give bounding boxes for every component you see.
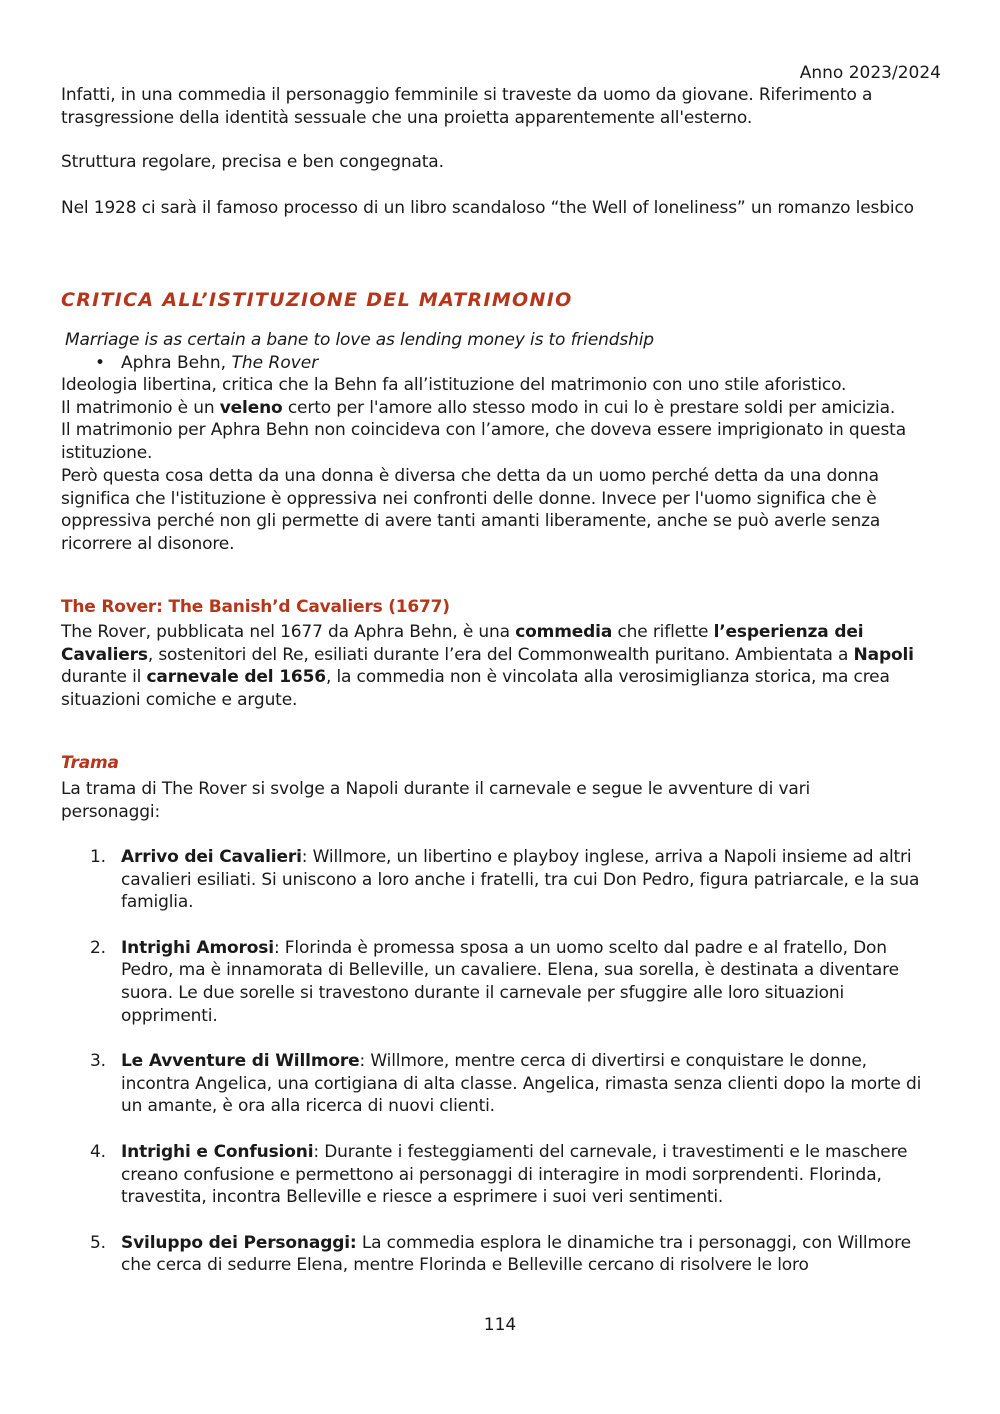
bullet-work: The Rover (231, 353, 319, 373)
trama-item-heading: Intrighi e Confusioni (121, 1141, 314, 1162)
critica-line-2-c: certo per l'amore allo stesso modo in cui lo è prestare soldi per amicizia. (282, 398, 896, 418)
trama-item-text: : Durante i festeggiamenti del carnevale, i travestimenti e le maschere creano confusione e permettono ai personaggi di interagire in modi sorprendenti. Florinda, travestita, incontra Belleville e riesce a esprimere i suoi veri sentimenti. (121, 1141, 908, 1208)
trama-item-heading: Intrighi Amorosi (121, 937, 274, 958)
section-title-critica: CRITICA ALL’ISTITUZIONE DEL MATRIMONIO (61, 289, 573, 311)
page-number: 114 (483, 1315, 517, 1335)
trama-list (61, 846, 941, 1277)
trama-item-4 (61, 1141, 941, 1209)
rover-text-1: The Rover, pubblicata nel 1677 da Aphra Behn, è una (61, 622, 516, 642)
critica-line-2-a: Il matrimonio è un (61, 398, 220, 418)
quote-marriage: Marriage is as certain a bane to love as lending money is to friendship (65, 330, 654, 350)
trama-item-2 (61, 937, 941, 1027)
section-title-trama: Trama (61, 753, 119, 773)
bullet-author: Aphra Behn, (121, 353, 232, 373)
trama-item-heading: Le Avventure di Willmore (121, 1051, 360, 1072)
trama-item-heading: Sviluppo dei Personaggi: (121, 1232, 357, 1253)
trama-item-text: : Willmore, un libertino e playboy inglese, arriva a Napoli insieme ad altri cavalieri esiliati. Si uniscono a loro anche i fratelli, tra cui Don Pedro, figura patriarcale, e la sua famiglia. (121, 847, 920, 913)
intro-paragraph-3: Nel 1928 ci sarà il famoso processo di un libro scandaloso “the Well of loneliness” un romanzo lesbico (61, 198, 914, 218)
trama-item-1 (61, 846, 941, 914)
rover-text-2: che riflette (612, 622, 714, 642)
bullet-aphra-behn (61, 352, 941, 375)
rover-paragraph (61, 621, 941, 711)
rover-text-3: , sostenitori del Re, esiliati durante l’era del Commonwealth puritano. Ambientata a (147, 644, 854, 665)
critica-line-2-bold: veleno (219, 398, 283, 418)
trama-item-text: La commedia esplora le dinamiche tra i personaggi, con Willmore che cerca di sedurre Elena, mentre Florinda e Belleville cercano di risolvere le loro (121, 1232, 911, 1276)
trama-item-number: 5. (90, 1232, 106, 1253)
trama-item-3 (61, 1050, 941, 1118)
trama-item-heading: Arrivo dei Cavalieri (121, 847, 302, 867)
trama-item-number: 2. (90, 937, 106, 958)
trama-intro: La trama di The Rover si svolge a Napoli durante il carnevale e segue le avventure di vari personaggi: (61, 779, 811, 822)
critica-line-1: Ideologia libertina, critica che la Behn fa all’istituzione del matrimonio con uno stile aforistico. (61, 375, 847, 395)
section-title-rover: The Rover: The Banish’d Cavaliers (1677) (61, 597, 450, 617)
rover-text-4: durante il (61, 667, 147, 688)
critica-line-3: Il matrimonio per Aphra Behn non coincideva con l’amore, che doveva essere imprigionato in questa istituzione. (61, 420, 906, 463)
trama-item-number: 1. (90, 847, 106, 867)
critica-line-4: Però questa cosa detta da una donna è diversa che detta da un uomo perché detta da una donna significa che l'istituzione è oppressiva nei confronti delle donne. Invece per l'uomo significa che è oppressiva perché non gli permette di avere tanti amanti liberamente, anche se può averle senza ricorrere al disonore. (61, 466, 881, 554)
intro-paragraph-1: Infatti, in una commedia il personaggio femminile si traveste da uomo da giovane. Riferimento a trasgressione della identità sessuale che una proietta apparentemente all'esterno. (61, 85, 873, 128)
rover-bold-2: l’esperienza dei Cavaliers (61, 622, 864, 665)
trama-item-5 (61, 1232, 941, 1277)
rover-bold-3: Napoli (853, 644, 914, 665)
header-year: Anno 2023/2024 (799, 63, 941, 83)
bullet-dot-icon: • (95, 353, 106, 373)
trama-item-text: : Florinda è promessa sposa a un uomo scelto dal padre e al fratello, Don Pedro, ma è innamorata di Belleville, un cavaliere. Elena, sua sorella, è destinata a diventare suora. Le due sorelle si travestono durante il carnevale per sfuggire alle loro situazioni opprimenti. (121, 937, 899, 1026)
trama-item-text: : Willmore, mentre cerca di divertirsi e conquistare le donne, incontra Angelica, una cortigiana di alta classe. Angelica, rimasta senza clienti dopo la morte di un amante, è ora alla ricerca di nuovi clienti. (121, 1051, 922, 1117)
intro-paragraph-2: Struttura regolare, precisa e ben congegnata. (61, 152, 444, 172)
rover-bold-4: carnevale del 1656 (146, 667, 326, 688)
rover-bold-1: commedia (515, 622, 613, 642)
trama-item-number: 4. (90, 1141, 106, 1162)
critica-line-2 (61, 397, 941, 420)
rover-text-5: , la commedia non è vincolata alla verosimiglianza storica, ma crea situazioni comiche e argute. (61, 667, 890, 710)
trama-item-number: 3. (90, 1051, 106, 1072)
